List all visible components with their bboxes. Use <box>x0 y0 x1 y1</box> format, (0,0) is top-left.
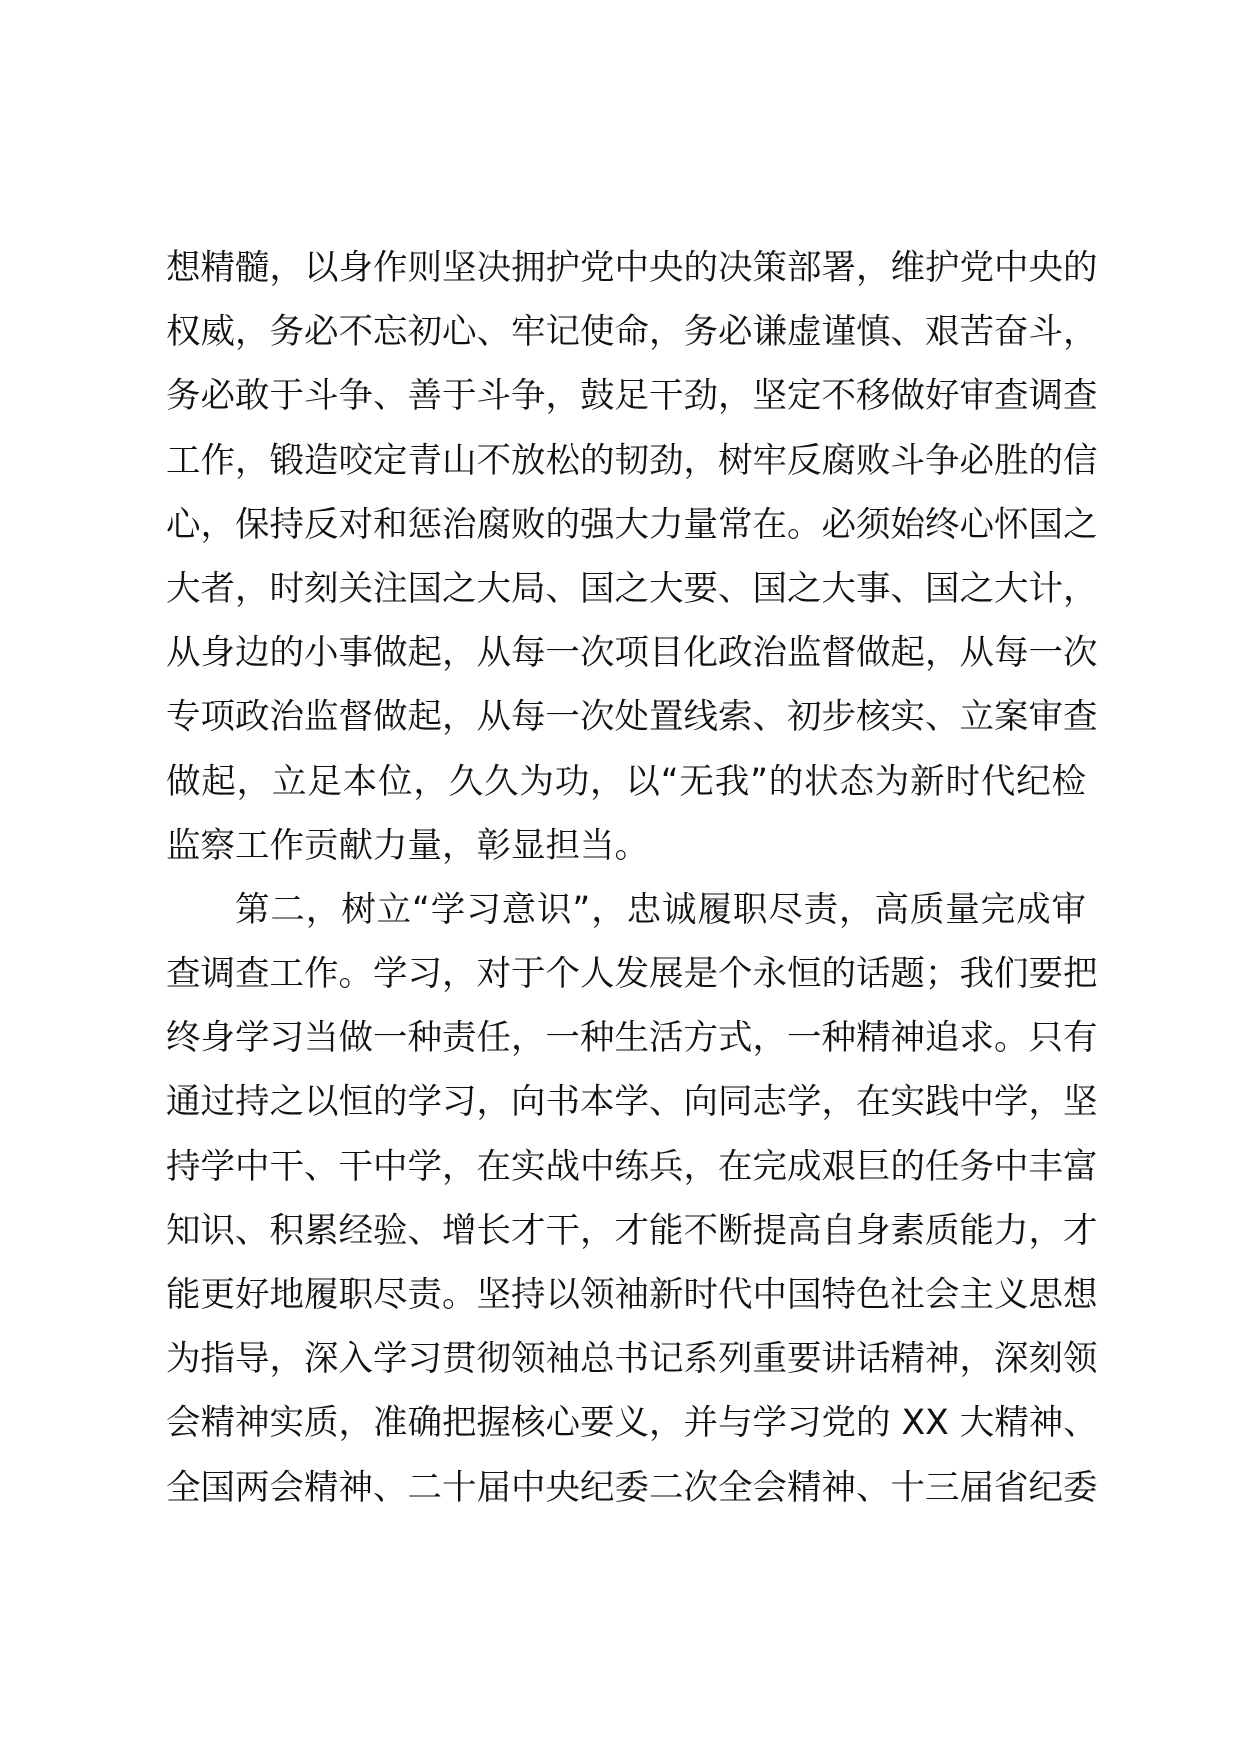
paragraph-line: 工作，锻造咬定青山不放松的韧劲，树牢反腐败斗争必胜的信 <box>166 440 1098 481</box>
paragraph-line: 权威，务必不忘初心、牢记使命，务必谦虚谨慎、艰苦奋斗， <box>166 312 1098 353</box>
paragraph-line: 为指导，深入学习贯彻领袖总书记系列重要讲话精神，深刻领 <box>166 1339 1098 1380</box>
paragraph-line: 查调查工作。学习，对于个人发展是个永恒的话题；我们要把 <box>166 954 1098 995</box>
paragraph-line: 大者，时刻关注国之大局、国之大要、国之大事、国之大计， <box>166 568 1098 609</box>
paragraph-line: 全国两会精神、二十届中央纪委二次全会精神、十三届省纪委 <box>166 1467 1098 1508</box>
paragraph-line: 能更好地履职尽责。坚持以领袖新时代中国特色社会主义思想 <box>166 1275 1098 1315</box>
paragraph-line: 从身边的小事做起，从每一次项目化政治监督做起，从每一次 <box>166 633 1098 674</box>
paragraph-line: 务必敢于斗争、善于斗争，鼓足干劲，坚定不移做好审查调查 <box>166 376 1098 417</box>
paragraph-line: 会精神实质，准确把握核心要义，并与学习党的 XX 大精神、 <box>166 1403 1098 1444</box>
paragraph-line: 心，保持反对和惩治腐败的强大力量常在。必须始终心怀国之 <box>166 504 1098 545</box>
paragraph-line: 通过持之以恒的学习，向书本学、向同志学，在实践中学，坚 <box>166 1082 1098 1123</box>
paragraph-line: 监察工作贡献力量，彰显担当。 <box>166 825 649 866</box>
paragraph-line: 知识、积累经验、增长才干，才能不断提高自身素质能力，才 <box>166 1210 1098 1251</box>
paragraph-first-line: 第二，树立“学习意识”，忠诚履职尽责，高质量完成审 <box>235 889 1086 930</box>
paragraph-line: 专项政治监督做起，从每一次处置线索、初步核实、立案审查 <box>166 697 1098 738</box>
body-text <box>166 236 1098 1520</box>
paragraph-line: 做起，立足本位，久久为功，以“无我”的状态为新时代纪检 <box>166 761 1086 802</box>
paragraph-line: 终身学习当做一种责任，一种生活方式，一种精神追求。只有 <box>166 1018 1098 1059</box>
paragraph-line: 持学中干、干中学，在实战中练兵，在完成艰巨的任务中丰富 <box>166 1146 1098 1187</box>
paragraph-line: 想精髓，以身作则坚决拥护党中央的决策部署，维护党中央的 <box>166 248 1098 288</box>
